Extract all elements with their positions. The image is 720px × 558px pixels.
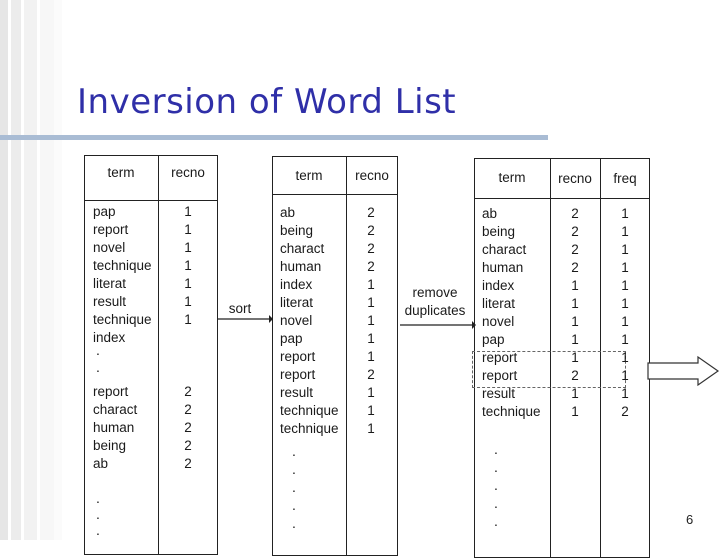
recno-cell: 1 xyxy=(367,385,375,400)
recno-cell: 1 xyxy=(184,312,192,327)
term-cell: technique xyxy=(482,404,541,419)
term-cell: technique xyxy=(280,421,339,436)
recno-cell: 2 xyxy=(184,384,192,399)
term-cell: charact xyxy=(280,241,325,256)
term-cell: report xyxy=(280,367,316,382)
remove-duplicates-label xyxy=(400,284,470,320)
recno-cell: 2 xyxy=(571,242,579,257)
freq-cell: 1 xyxy=(621,278,629,293)
recno-cell: 1 xyxy=(571,404,579,419)
recno-cell: 1 xyxy=(367,313,375,328)
term-cell: being xyxy=(482,224,516,239)
term-cell: novel xyxy=(482,314,515,329)
ellipsis-dot: . xyxy=(96,359,100,375)
recno-cell: 1 xyxy=(367,295,375,310)
ellipsis-dot: . xyxy=(494,495,498,511)
sorted-word-table xyxy=(272,156,398,540)
sort-arrow xyxy=(215,312,273,326)
recno-cell: 1 xyxy=(367,421,375,436)
recno-cell: 1 xyxy=(571,332,579,347)
recno-cell: 1 xyxy=(184,276,192,291)
recno-cell: 1 xyxy=(367,403,375,418)
recno-cell: 1 xyxy=(571,314,579,329)
term-cell: technique xyxy=(280,403,339,418)
term-cell: ab xyxy=(482,206,498,221)
ellipsis-dot: . xyxy=(96,506,100,522)
term-cell: technique xyxy=(93,258,152,273)
recno-cell: 2 xyxy=(571,224,579,239)
term-cell: report xyxy=(482,350,518,365)
recno-cell: 1 xyxy=(184,294,192,309)
term-cell: human xyxy=(482,260,524,275)
term-cell: literat xyxy=(93,276,127,291)
recno-cell: 2 xyxy=(367,259,375,274)
term-cell: novel xyxy=(280,313,313,328)
term-cell: literat xyxy=(482,296,516,311)
ellipsis-dot: . xyxy=(96,490,100,506)
recno-cell: 2 xyxy=(571,368,579,383)
term-cell: ab xyxy=(280,205,296,220)
term-cell: index xyxy=(93,330,126,345)
recno-cell: 1 xyxy=(184,240,192,255)
term-cell: ab xyxy=(93,456,109,471)
term-cell: report xyxy=(280,349,316,364)
term-cell: being xyxy=(280,223,314,238)
label-line-2: duplicates xyxy=(404,303,466,318)
freq-cell: 2 xyxy=(621,404,629,419)
recno-cell: 2 xyxy=(571,260,579,275)
remove-duplicates-arrow xyxy=(398,318,478,332)
continue-arrow xyxy=(646,355,720,387)
ellipsis-dot: . xyxy=(494,441,498,457)
freq-cell: 1 xyxy=(621,260,629,275)
freq-cell: 1 xyxy=(621,206,629,221)
recno-cell: 2 xyxy=(184,456,192,471)
term-cell: report xyxy=(93,384,129,399)
term-cell: result xyxy=(280,385,314,400)
freq-cell: 1 xyxy=(621,242,629,257)
recno-cell: 1 xyxy=(571,296,579,311)
ellipsis-dot: . xyxy=(96,522,100,538)
header-recno: recno xyxy=(355,168,389,183)
recno-cell: 1 xyxy=(184,204,192,219)
ellipsis-dot: . xyxy=(494,513,498,529)
header-recno: recno xyxy=(171,165,205,180)
term-cell: index xyxy=(280,277,313,292)
recno-cell: 1 xyxy=(184,222,192,237)
recno-cell: 2 xyxy=(571,206,579,221)
freq-cell: 1 xyxy=(621,224,629,239)
term-cell: result xyxy=(482,386,516,401)
recno-cell: 1 xyxy=(571,278,579,293)
ellipsis-dot: . xyxy=(292,515,296,531)
freq-cell: 1 xyxy=(621,314,629,329)
header-recno: recno xyxy=(558,171,592,186)
recno-cell: 2 xyxy=(367,241,375,256)
term-cell: human xyxy=(93,420,135,435)
term-cell: human xyxy=(280,259,322,274)
term-cell: pap xyxy=(482,332,505,347)
freq-cell: 1 xyxy=(621,350,629,365)
term-cell: technique xyxy=(93,312,152,327)
ellipsis-dot: . xyxy=(292,497,296,513)
ellipsis-dot: . xyxy=(292,443,296,459)
header-term: term xyxy=(107,165,135,180)
recno-cell: 2 xyxy=(367,223,375,238)
ellipsis-dot: . xyxy=(292,479,296,495)
ellipsis-dot: . xyxy=(96,342,100,358)
ellipsis-dot: . xyxy=(494,459,498,475)
term-cell: report xyxy=(482,368,518,383)
freq-cell: 1 xyxy=(621,386,629,401)
header-term: term xyxy=(295,168,323,183)
recno-cell: 2 xyxy=(367,367,375,382)
recno-cell: 1 xyxy=(367,277,375,292)
inverted-word-table xyxy=(474,158,650,540)
term-cell: pap xyxy=(280,331,303,346)
label-line-1: remove xyxy=(412,285,458,300)
title-underline xyxy=(0,135,548,140)
recno-cell: 2 xyxy=(184,420,192,435)
term-cell: charact xyxy=(93,402,138,417)
term-cell: being xyxy=(93,438,127,453)
sort-label: sort xyxy=(228,301,252,316)
term-cell: result xyxy=(93,294,127,309)
ellipsis-dot: . xyxy=(292,461,296,477)
recno-cell: 2 xyxy=(367,205,375,220)
recno-cell: 2 xyxy=(184,438,192,453)
recno-cell: 2 xyxy=(184,402,192,417)
slide-title: Inversion of Word List xyxy=(77,82,457,122)
word-list-table xyxy=(84,155,218,540)
recno-cell: 1 xyxy=(367,349,375,364)
decorative-stripes xyxy=(0,0,62,540)
freq-cell: 1 xyxy=(621,368,629,383)
recno-cell: 1 xyxy=(184,258,192,273)
recno-cell: 1 xyxy=(367,331,375,346)
term-cell: pap xyxy=(93,204,116,219)
freq-cell: 1 xyxy=(621,296,629,311)
term-cell: literat xyxy=(280,295,314,310)
recno-cell: 1 xyxy=(571,350,579,365)
term-cell: index xyxy=(482,278,515,293)
term-cell: novel xyxy=(93,240,126,255)
term-cell: report xyxy=(93,222,129,237)
term-cell: charact xyxy=(482,242,527,257)
page-number: 6 xyxy=(686,512,694,527)
header-term: term xyxy=(498,170,526,185)
header-freq: freq xyxy=(613,171,637,186)
freq-cell: 1 xyxy=(621,332,629,347)
ellipsis-dot: . xyxy=(494,477,498,493)
recno-cell: 1 xyxy=(571,386,579,401)
